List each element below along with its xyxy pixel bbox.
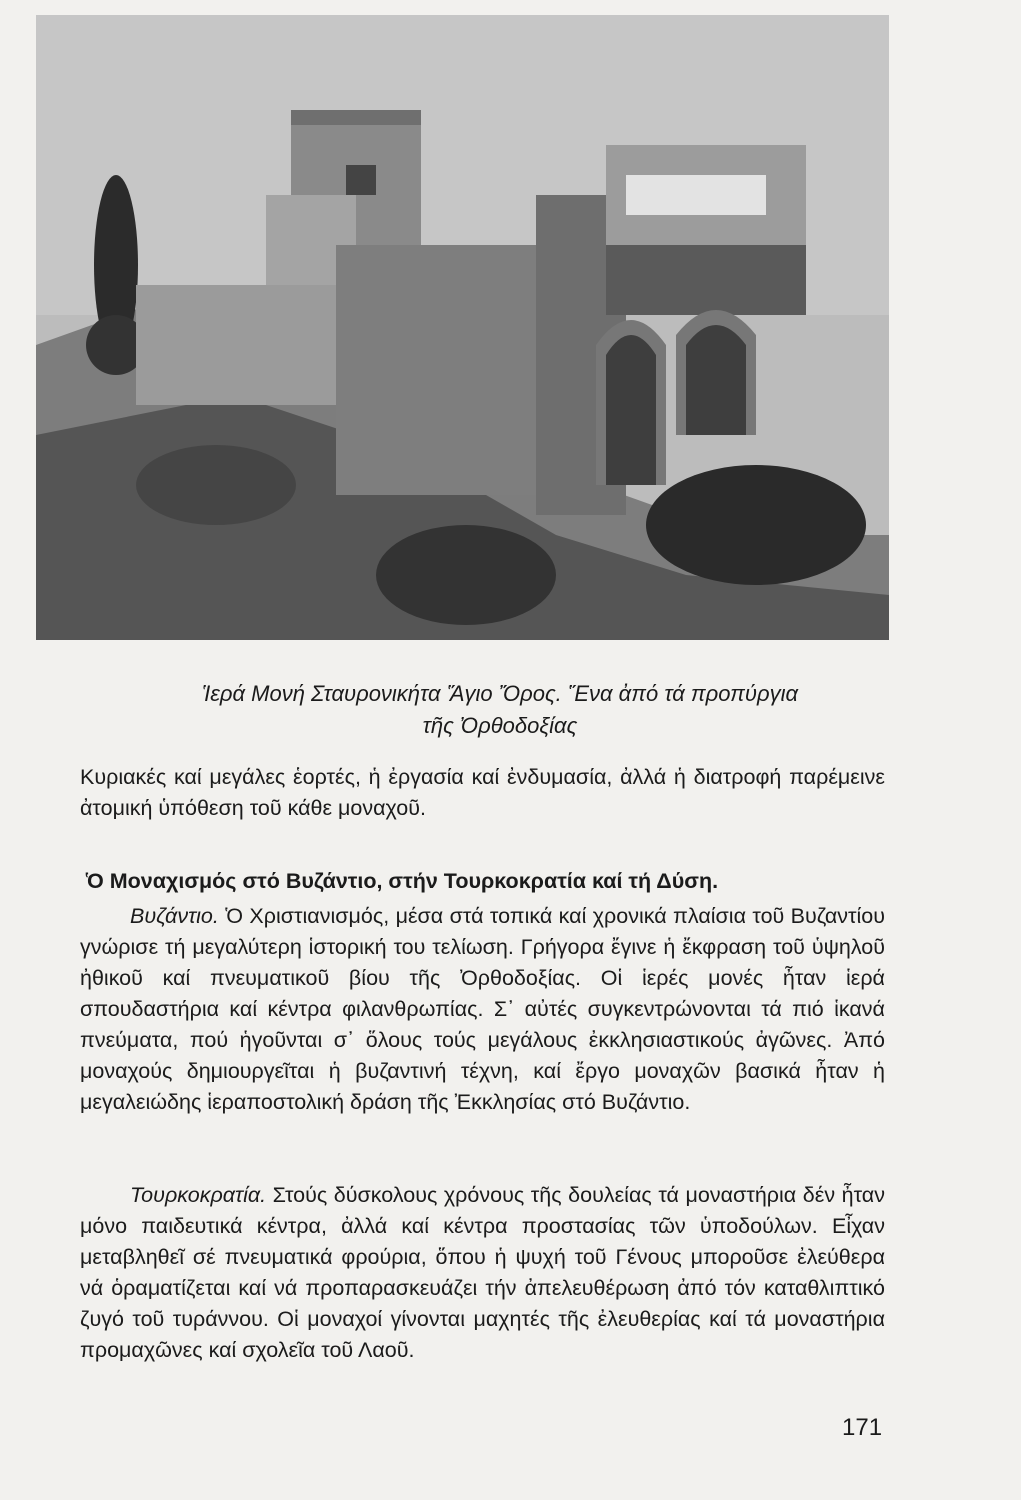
turkish-rule-paragraph <box>80 1180 885 1366</box>
byzantium-block <box>80 901 885 1118</box>
monastery-photo <box>36 15 889 640</box>
turkish-rule-text: Στούς δύσκολους χρόνους τῆς δουλείας τά μοναστήρια δέν ἦταν μόνο παιδευτικά κέντρα, ἀλλά καί κέντρα προστασίας τῶν ὑποδούλων. Εἶχαν μεταβληθεῖ σέ πνευματικά φρούρια, ὅπου ἡ ψυχή τοῦ Γένους μποροῦσε ἐλεύθερα νά ὁραματίζεται καί νά προπαρασκευάζει τήν ἀπελευθέρωση ἀπό τόν καταθλιπτικό ζυγό τοῦ τυράννου. Οἱ μοναχοί γίνονται μαχητές τῆς ἐλευθερίας καί τά μοναστήρια προμαχῶνες καί σχολεῖα τοῦ Λαοῦ. <box>80 1183 885 1362</box>
turkish-rule-label: Τουρκοκρατία. <box>130 1183 267 1207</box>
byzantium-paragraph <box>80 901 885 1118</box>
section-heading: Ὁ Μοναχισμός στό Βυζάντιο, στήν Τουρκοκρατία καί τή Δύση. <box>86 869 719 893</box>
byzantium-text: Ὁ Χριστιανισμός, μέσα στά τοπικά καί χρονικά πλαίσια τοῦ Βυζαντίου γνώρισε τή μεγαλύτερη ἱστορική του τελίωση. Γρήγορα ἔγινε ἡ ἔκφραση τοῦ ὑψηλοῦ ἠθικοῦ καί πνευματικοῦ βίου τῆς Ὀρθοδοξίας. Οἱ ἱερές μονές ἦταν ἱερά σπουδαστήρια καί κέντρα φιλανθρωπίας. Σ᾽ αὐτές συγκεντρώνονται τά πιό ἱκανά πνεύματα, πού ἡγοῦνται σ᾽ ὅλους τούς μεγάλους ἐκκλησιαστικούς ἀγῶνες. Ἀπό μοναχούς δημιουργεῖται ἡ βυζαντινή τέχνη, καί ἔργο μοναχῶν βασικά ἦταν ἡ μεγαλειώδης ἱεραποστολική δράση τῆς Ἐκκλησίας στό Βυζάντιο. <box>80 904 885 1114</box>
intro-paragraph: Κυριακές καί μεγάλες ἑορτές, ἡ ἐργασία καί ἐνδυμασία, ἀλλά ἡ διατροφή παρέμεινε ἀτομική ὑπόθεση τοῦ κάθε μοναχοῦ. <box>80 765 885 820</box>
turkish-rule-block <box>80 1180 885 1366</box>
intro-paragraph-block <box>80 762 885 824</box>
page-number: 171 <box>842 1414 883 1441</box>
monastery-illustration <box>36 15 889 640</box>
byzantium-label: Βυζάντιο. <box>130 904 219 928</box>
caption-line-1: Ἱερά Μονή Σταυρονικήτα Ἅγιο Ὄρος. Ἕνα ἀπό τά προπύργια <box>201 681 799 706</box>
caption-line-2: τῆς Ὀρθοδοξίας <box>422 713 578 738</box>
photo-caption <box>140 678 860 742</box>
